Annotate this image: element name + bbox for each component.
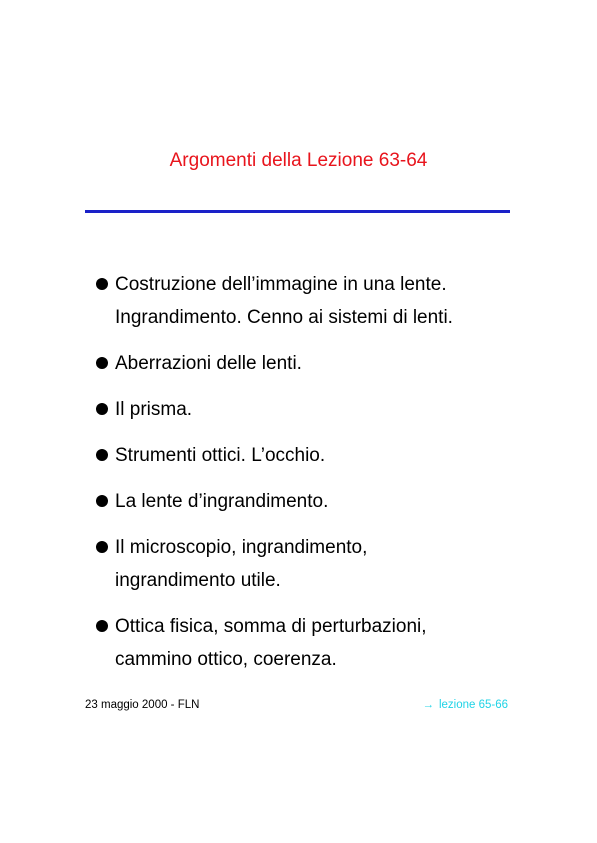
next-lesson-link[interactable] (422, 697, 508, 713)
list-item-text-continued: ingrandimento utile. (115, 570, 281, 591)
slide-title: Argomenti della Lezione 63-64 (169, 150, 428, 171)
list-item-text: Costruzione dell’immagine in una lente. (115, 274, 447, 295)
title-divider (85, 210, 510, 213)
next-lesson-label: lezione 65-66 (438, 699, 508, 711)
topic-list (93, 268, 553, 689)
list-item (93, 485, 553, 518)
arrow-right-icon: → (422, 699, 434, 711)
list-item (93, 531, 553, 597)
list-item (93, 439, 553, 472)
bullet-icon (96, 357, 108, 369)
bullet-icon (96, 495, 108, 507)
bullet-icon (96, 278, 108, 290)
list-item-text: La lente d’ingrandimento. (115, 491, 329, 512)
bullet-icon (96, 403, 108, 415)
bullet-icon (96, 541, 108, 553)
list-item-text-continued: cammino ottico, coerenza. (115, 649, 337, 670)
bullet-icon (96, 620, 108, 632)
list-item-text: Ottica fisica, somma di perturbazioni, (115, 616, 427, 637)
list-item (93, 347, 553, 380)
list-item (93, 268, 553, 334)
list-item (93, 610, 553, 676)
list-item (93, 393, 553, 426)
bullet-icon (96, 449, 108, 461)
list-item-text: Il prisma. (115, 399, 193, 420)
footer-date: 23 maggio 2000 - FLN (85, 699, 200, 711)
list-item-text-continued: Ingrandimento. Cenno ai sistemi di lenti. (115, 307, 453, 328)
list-item-text: Aberrazioni delle lenti. (115, 353, 302, 374)
list-item-text: Strumenti ottici. L’occhio. (115, 445, 326, 466)
list-item-text: Il microscopio, ingrandimento, (115, 537, 368, 558)
